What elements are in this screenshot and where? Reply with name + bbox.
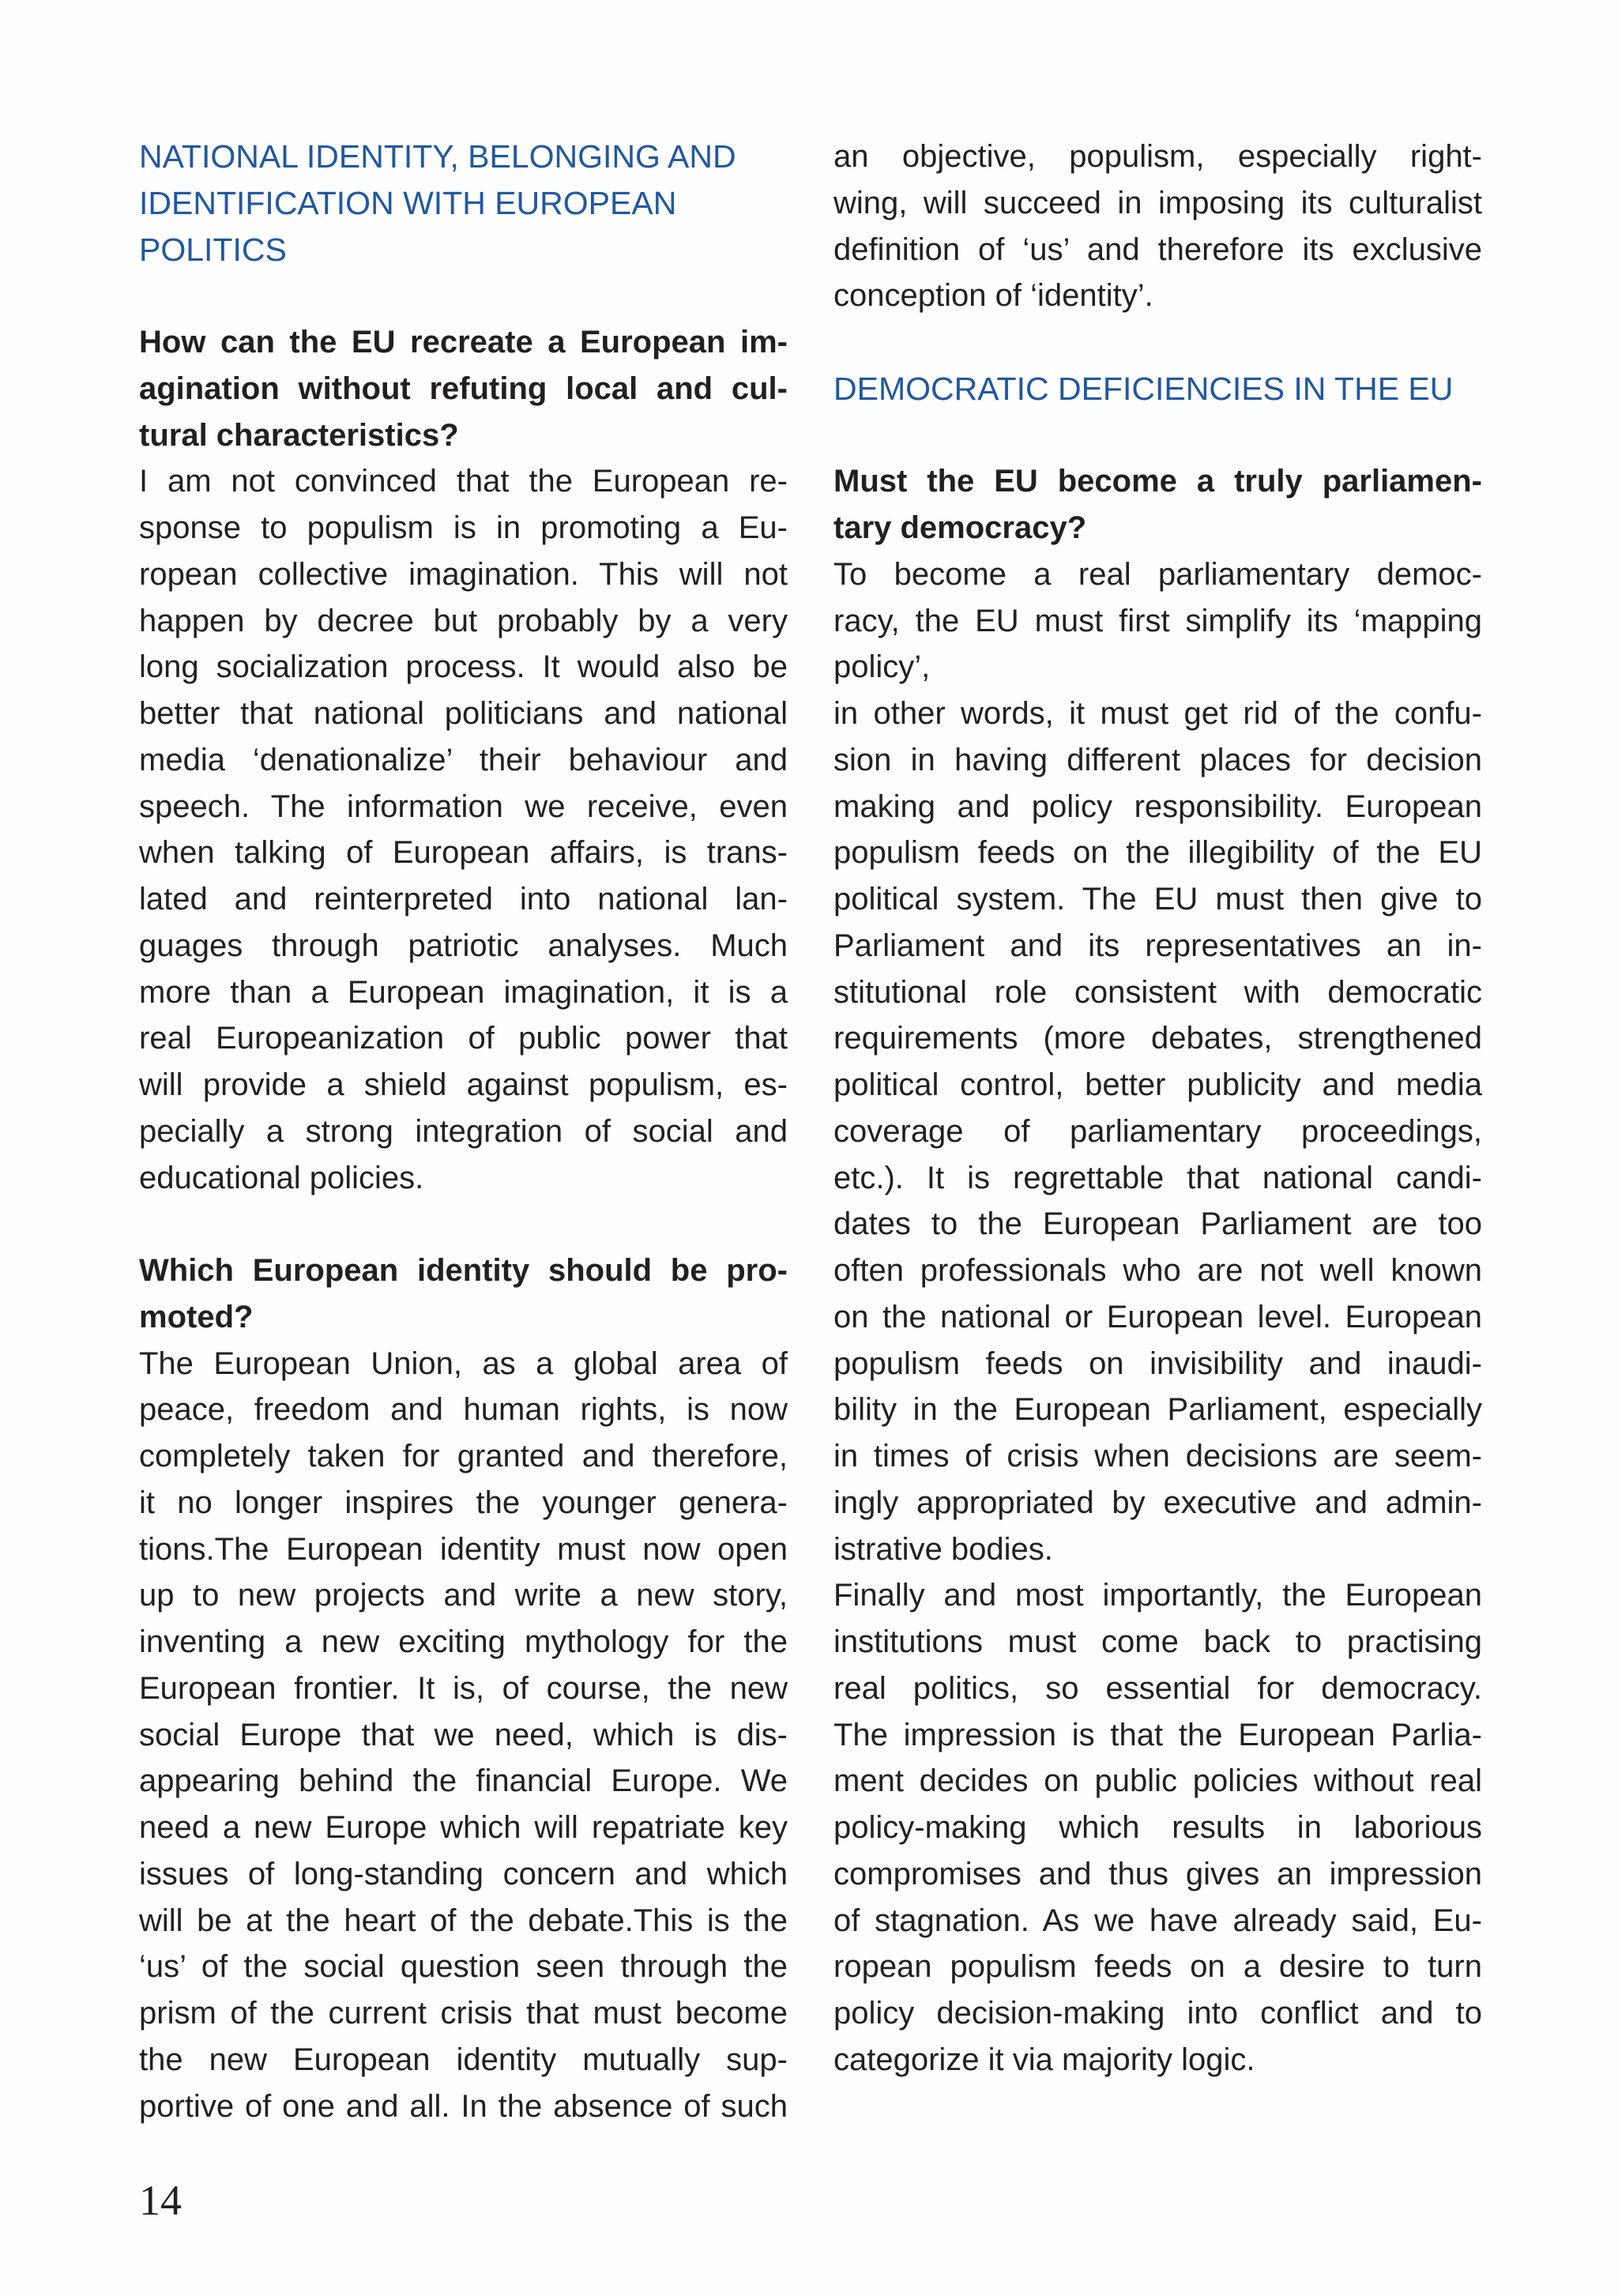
body-line: when talking of European affairs, is trans- (139, 835, 788, 871)
body-line: requirements (more debates, strengthened (833, 1021, 1482, 1056)
question-line: tural characteristics? (139, 417, 459, 453)
body-line: coverage of parliamentary proceedings, (833, 1113, 1482, 1149)
spacer (833, 319, 1482, 366)
question-european-identity (139, 1248, 788, 1341)
body-line: policy’, (833, 649, 931, 685)
body-line: speech. The information we receive, even (139, 789, 788, 824)
body-line: it no longer inspires the younger genera- (139, 1485, 788, 1520)
body-line: sponse to populism is in promoting a Eu- (139, 510, 788, 545)
body-line: making and policy responsibility. European (833, 789, 1482, 824)
body-line: wing, will succeed in imposing its culturalist (833, 185, 1482, 220)
body-line: dates to the European Parliament are too (833, 1206, 1482, 1242)
question-line: agination without refuting local and cul- (139, 371, 788, 406)
body-line: The impression is that the European Parlia- (833, 1717, 1482, 1752)
section-heading-national-identity (139, 134, 788, 273)
body-line: racy, the EU must first simplify its ‘mapping (833, 603, 1482, 638)
answer-european-imagination (139, 458, 788, 1201)
body-line: pecially a strong integration of social and (139, 1113, 788, 1149)
body-line: real Europeanization of public power that (139, 1021, 788, 1056)
heading-line: POLITICS (139, 231, 287, 268)
question-line: tary democracy? (833, 510, 1087, 545)
body-line: more than a European imagination, it is a (139, 974, 788, 1010)
body-line: better that national politicians and national (139, 696, 788, 731)
question-line: Must the EU become a truly parliamen- (833, 464, 1482, 499)
body-line: portive of one and all. In the absence of such (139, 2088, 788, 2124)
body-line: political system. The EU must then give to (833, 882, 1482, 917)
body-line: often professionals who are not well known (833, 1253, 1482, 1288)
body-line: in other words, it must get rid of the confu- (833, 696, 1482, 731)
body-line: guages through patriotic analyses. Much (139, 928, 788, 963)
body-line: institutions must come back to practising (833, 1624, 1482, 1659)
body-line: definition of ‘us’ and therefore its exclusive (833, 231, 1482, 267)
body-line: policy decision-making into conflict and to (833, 1996, 1482, 2031)
body-line: ‘us’ of the social question seen through the (139, 1949, 788, 1985)
body-line: will be at the heart of the debate.This is the (139, 1903, 788, 1938)
body-line: on the national or European level. European (833, 1299, 1482, 1334)
body-line: conception of ‘identity’. (833, 278, 1153, 314)
page-number: 14 (139, 2177, 182, 2224)
body-line: happen by decree but probably by a very (139, 603, 788, 638)
body-line: compromises and thus gives an impression (833, 1856, 1482, 1891)
body-line: sion in having different places for decision (833, 742, 1482, 777)
question-parliamentary-democracy (833, 458, 1482, 551)
body-line: social Europe that we need, which is dis- (139, 1717, 788, 1752)
body-line: populism feeds on the illegibility of the EU (833, 835, 1482, 871)
body-line: istrative bodies. (833, 1531, 1053, 1567)
body-line: issues of long-standing concern and which (139, 1856, 788, 1891)
body-line: peace, freedom and human rights, is now (139, 1392, 788, 1428)
body-line: will provide a shield against populism, es- (139, 1067, 788, 1102)
body-line: in times of crisis when decisions are seem- (833, 1439, 1482, 1474)
body-line: stitutional role consistent with democratic (833, 974, 1482, 1010)
question-line: How can the EU recreate a European im- (139, 325, 788, 359)
answer-parliamentary-democracy-p2 (833, 691, 1482, 1572)
body-line: appearing behind the financial Europe. We (139, 1763, 788, 1799)
section-heading-democratic-deficiencies (833, 366, 1482, 412)
body-line: inventing a new exciting mythology for the (139, 1624, 788, 1659)
body-line: completely taken for granted and therefore, (139, 1439, 788, 1474)
body-line: real politics, so essential for democracy. (833, 1670, 1482, 1706)
body-line: etc.). It is regrettable that national candi- (833, 1160, 1482, 1195)
spacer (139, 273, 788, 319)
body-line: lated and reinterpreted into national lan- (139, 882, 788, 917)
body-line: ment decides on public policies without real (833, 1763, 1482, 1799)
question-european-imagination (139, 319, 788, 458)
body-line: policy-making which results in laborious (833, 1810, 1482, 1845)
right-column (833, 134, 1482, 2083)
body-line: European frontier. It is, of course, the new (139, 1670, 788, 1706)
spacer (139, 1201, 788, 1248)
body-line: ropean populism feeds on a desire to turn (833, 1949, 1482, 1985)
body-line: educational policies. (139, 1160, 424, 1195)
body-line: ingly appropriated by executive and admin- (833, 1485, 1482, 1520)
body-line: the new European identity mutually sup- (139, 2042, 788, 2077)
body-line: The European Union, as a global area of (139, 1346, 788, 1381)
body-line: of stagnation. As we have already said, Eu- (833, 1903, 1482, 1938)
heading-line: DEMOCRATIC DEFICIENCIES IN THE EU (833, 370, 1454, 407)
body-line: ropean collective imagination. This will not (139, 556, 788, 592)
body-line: Parliament and its representatives an in- (833, 928, 1482, 963)
body-line: prism of the current crisis that must become (139, 1996, 788, 2031)
left-column (139, 134, 788, 2129)
body-line: populism feeds on invisibility and inaudi- (833, 1346, 1482, 1381)
body-line: To become a real parliamentary democ- (833, 556, 1482, 592)
heading-line: NATIONAL IDENTITY, BELONGING AND (139, 138, 736, 175)
heading-line: IDENTIFICATION WITH EUROPEAN (139, 184, 677, 221)
question-line: moted? (139, 1299, 254, 1334)
body-line: categorize it via majority logic. (833, 2042, 1255, 2077)
answer-parliamentary-democracy-p1 (833, 551, 1482, 691)
body-line: Finally and most importantly, the European (833, 1578, 1482, 1613)
question-line: Which European identity should be pro- (139, 1253, 788, 1288)
answer-parliamentary-democracy-p3 (833, 1572, 1482, 2083)
body-line: I am not convinced that the European re- (139, 464, 788, 499)
body-line: an objective, populism, especially right- (833, 139, 1482, 174)
body-line: long socialization process. It would also be (139, 649, 788, 685)
body-line: political control, better publicity and media (833, 1067, 1482, 1102)
body-line: need a new Europe which will repatriate key (139, 1810, 788, 1845)
body-line: media ‘denationalize’ their behaviour and (139, 742, 788, 777)
spacer (833, 412, 1482, 459)
body-line: bility in the European Parliament, especially (833, 1392, 1482, 1428)
body-line: tions.The European identity must now open (139, 1531, 788, 1567)
answer-european-identity (139, 1341, 788, 2130)
answer-european-identity-continued (833, 134, 1482, 319)
body-line: up to new projects and write a new story, (139, 1578, 788, 1613)
